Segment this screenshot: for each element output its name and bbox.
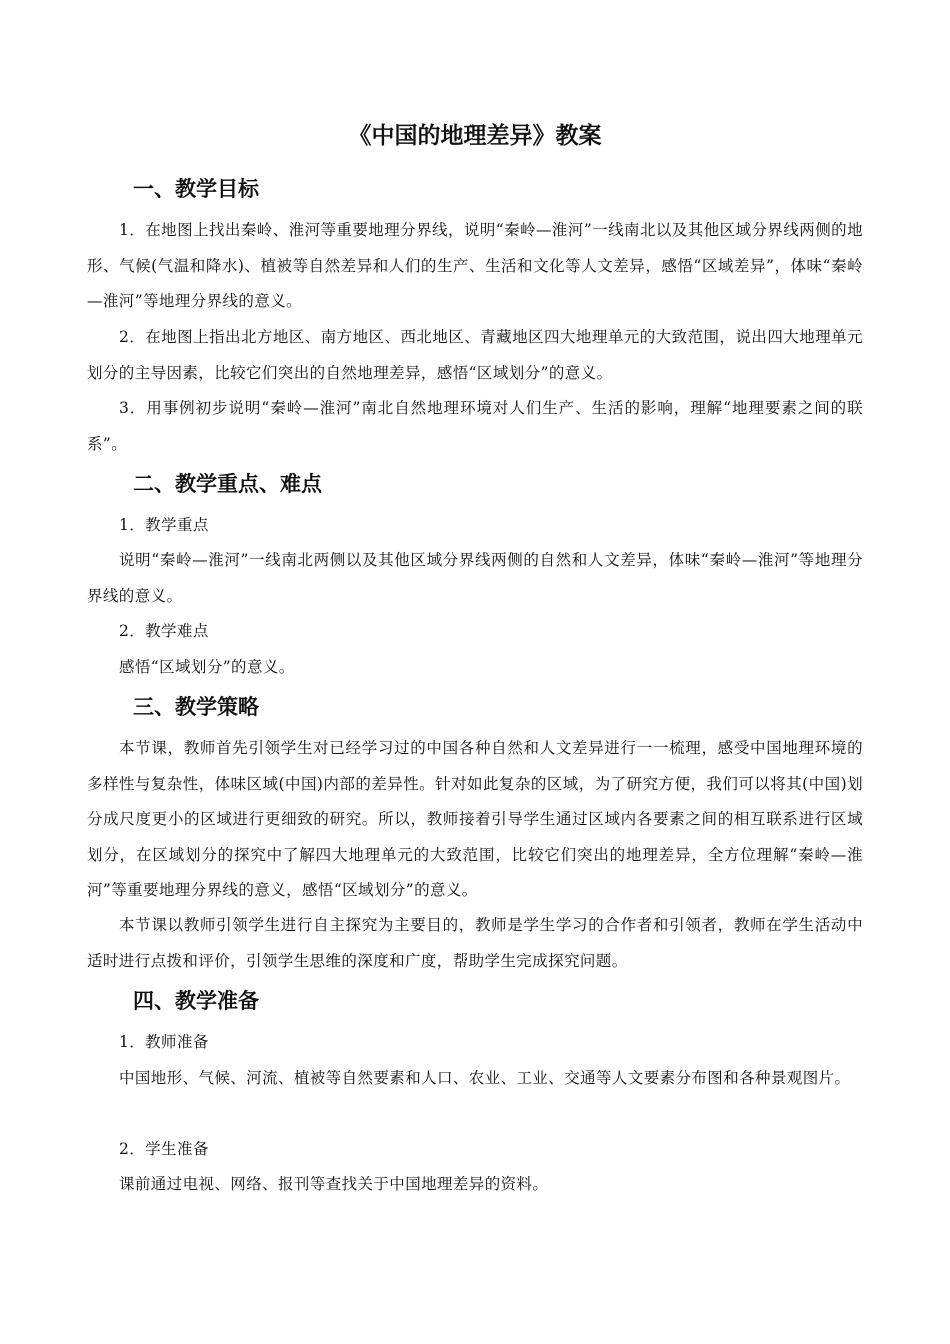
difficulty-subheading: 2．教学难点 bbox=[119, 622, 209, 640]
teacher-prep-subheading: 1．教师准备 bbox=[119, 1033, 209, 1051]
difficulty-paragraph: 感悟“区域划分”的意义。 bbox=[119, 658, 295, 676]
strategy-paragraph-2: 本节课以教师引领学生进行自主探究为主要目的，教师是学生学习的合作者和引领者，教师在学生活动中适时进行点拨和评价，引领学生思维的深度和广度，帮助学生完成探究问题。 bbox=[87, 916, 863, 970]
section-heading-key-points: 二、教学重点、难点 bbox=[133, 472, 322, 496]
section-heading-teaching-goals: 一、教学目标 bbox=[133, 177, 259, 201]
section-heading-teaching-preparation: 四、教学准备 bbox=[133, 989, 259, 1013]
student-prep-paragraph: 课前通过电视、网络、报刊等查找关于中国地理差异的资料。 bbox=[119, 1175, 549, 1193]
section-heading-teaching-strategy: 三、教学策略 bbox=[133, 695, 259, 719]
goal-paragraph-2: 2．在地图上指出北方地区、南方地区、西北地区、青藏地区四大地理单元的大致范围，说出四大地理单元划分的主导因素，比较它们突出的自然地理差异，感悟“区域划分”的意义。 bbox=[87, 328, 863, 382]
key-point-paragraph: 说明“秦岭—淮河”一线南北两侧以及其他区域分界线两侧的自然和人文差异，体味“秦岭—淮河”等地理分界线的意义。 bbox=[87, 551, 863, 605]
student-prep-subheading: 2．学生准备 bbox=[119, 1140, 209, 1158]
key-point-subheading: 1．教学重点 bbox=[119, 516, 209, 534]
goal-paragraph-3: 3．用事例初步说明“秦岭—淮河”南北自然地理环境对人们生产、生活的影响，理解“地理要素之间的联系”。 bbox=[87, 399, 863, 453]
document-title: 《中国的地理差异》教案 bbox=[348, 123, 602, 149]
goal-paragraph-1: 1．在地图上找出秦岭、淮河等重要地理分界线，说明“秦岭—淮河”一线南北以及其他区域分界线两侧的地形、气候(气温和降水)、植被等自然差异和人们的生产、生活和文化等人文差异，感悟“区域差异”，体味“秦岭—淮河”等地理分界线的意义。 bbox=[87, 221, 863, 310]
strategy-paragraph-1: 本节课，教师首先引领学生对已经学习过的中国各种自然和人文差异进行一一梳理，感受中国地理环境的多样性与复杂性，体味区域(中国)内部的差异性。针对如此复杂的区域，为了研究方便，我们可以将其(中国)划分成尺度更小的区域进行更细致的研究。所以，教师接着引导学生通过区域内各要素之间的相互联系进行区域划分，在区域划分的探究中了解四大地理单元的大致范围，比较它们突出的地理差异，全方位理解“秦岭—淮河”等重要地理分界线的意义，感悟“区域划分”的意义。 bbox=[87, 739, 863, 899]
teacher-prep-paragraph: 中国地形、气候、河流、植被等自然要素和人口、农业、工业、交通等人文要素分布图和各种景观图片。 bbox=[119, 1069, 851, 1087]
